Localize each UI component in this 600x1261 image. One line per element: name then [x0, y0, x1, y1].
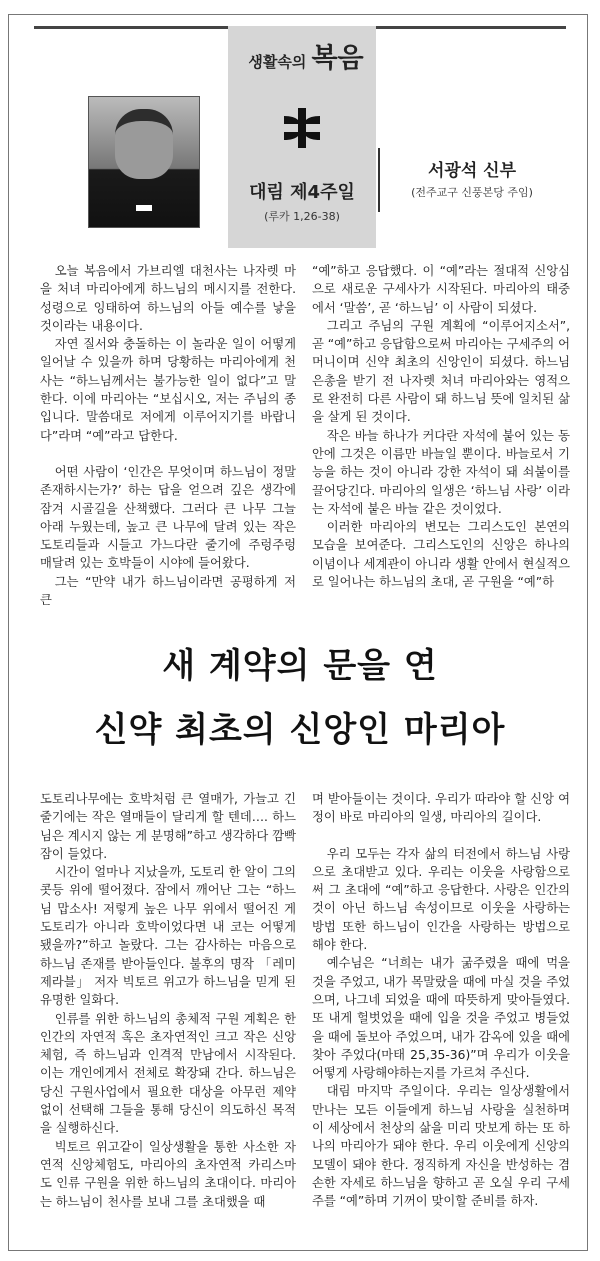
paragraph: 빅토르 위고같이 일상생활을 통한 사소한 자연적 신앙체험도, 마리아의 초자연적 카리스마도 인류 구원을 위한 하느님의 초대이다. 마리아는 하느님이 천사를 보내 그를 초대했을 때: [40, 1139, 296, 1209]
paragraph: 며 받아들이는 것이다. 우리가 따라야 할 신앙 여정이 바로 마리아의 일생, 마리아의 길이다.: [312, 792, 570, 825]
paragraph: 작은 바늘 하나가 커다란 자석에 붙어 있는 동안에 그것은 이름만 바늘일 뿐이다. 바늘로서 기능을 하는 것이 아니라 강한 자석이 돼 쇠붙이를 끌어당긴다. 마리아의 일생은 ‘하느님 사랑’ 이라는 자석에 붙은 바늘 같은 것이었다.: [312, 428, 570, 516]
column-3: [40, 790, 296, 1211]
headline-line-1: 새 계약의 문을 연: [162, 646, 438, 686]
paragraph: 그리고 주님의 구원 계획에 “이루어지소서”, 곧 “예”하고 응답함으로써 마리아는 구세주의 어머니이며 신약 최초의 신앙인이 되셨다. 하느님 은총을 받기 전 나자렛 처녀 마리아와는 영적으로 완전히 다른 사람이 돼 하느님 뜻에 일치된 삶을 살게 된 것이다.: [312, 318, 570, 425]
paragraph: “예”하고 응답했다. 이 “예”라는 절대적 신앙심으로 새로운 구세사가 시작된다. 마리아의 태중에서 ‘말씀’, 곧 ‘하느님’ 이 사람이 되셨다.: [312, 264, 570, 315]
scripture-reference: (루카 1,26-38): [264, 210, 340, 223]
paragraph: 그는 “만약 내가 하느님이라면 공평하게 저 큰: [40, 574, 296, 608]
series-title: [236, 36, 376, 75]
paragraph: 대림 마지막 주일이다. 우리는 일상생활에서 만나는 모든 이들에게 하느님 사랑을 실천하며 이 세상에서 천상의 삶을 미리 맛보게 하는 또 하나의 마리아가 돼야 한다. 우리 이웃에게 신앙의 모델이 돼야 한다. 정직하게 자신을 반성하는 겸손한 자세로 하느님을 향하고 곧 오실 우리 구세주를 “예”하며 기꺼이 맞이할 준비를 하자.: [312, 1084, 570, 1209]
column-1: [40, 262, 296, 609]
paragraph: 시간이 얼마나 지났을까, 도토리 한 알이 그의 콧등 위에 떨어졌다. 잠에서 깨어난 그는 “하느님 맙소사! 저렇게 높은 나무 위에서 떨어진 게 도토리가 아니라 호박이었다면 내 코는 어떻게 됐을까?”하고 놀랐다. 그는 감사하는 마음으로 하느님 존재를 받아들인다. 불후의 명작 「레미제라블」 저자 빅토르 위고가 하느님을 믿게 된 유명한 일화다.: [40, 865, 296, 1008]
liturgical-week: 대림 제4주일: [249, 182, 355, 203]
clerical-collar: [136, 205, 152, 211]
cross-icon: [280, 106, 324, 150]
paragraph: 우리 모두는 각자 삶의 터전에서 하느님 사랑으로 초대받고 있다. 우리는 이웃을 사랑함으로써 그 초대에 “예”하고 응답한다. 사랑은 인간의 것이 아닌 하느님 속성이므로 이웃을 사랑하는 방법 또한 하느님이 인간을 사랑하는 방법으로 해야 한다.: [312, 846, 570, 953]
author-name: 서광석 신부: [427, 161, 517, 181]
author-face: [115, 109, 173, 179]
paragraph: 도토리나무에는 호박처럼 큰 열매가, 가늘고 긴 줄기에는 작은 열매들이 달리게 할 텐데…. 하느님은 계시지 않는 게 분명해”하고 생각하다 깜빡 잠이 들었다.: [40, 792, 296, 861]
headline-line-2: 신약 최초의 신앙인 마리아: [94, 710, 506, 750]
author-affiliation: (전주교구 신풍본당 주임): [411, 186, 533, 199]
column-4: [312, 790, 570, 1211]
column-2: [312, 262, 570, 591]
paragraph: 인류를 위한 하느님의 총체적 구원 계획은 한 인간의 자연적 혹은 초자연적인 크고 작은 신앙 체험, 즉 하느님과 인격적 만남에서 시작된다. 이는 개인에게서 전체로 확장돼 간다. 하느님은 당신 구원사업에서 필요한 대상을 아무런 제약 없이 선택해 그들을 통해 당신이 의도하신 목적을 실행하신다.: [40, 1011, 296, 1136]
paragraph: 이러한 마리아의 변모는 그리스도인 본연의 모습을 보여준다. 그리스도인의 신앙은 하나의 이념이나 세계관이 아니라 생활 안에서 현실적으로 일어나는 하느님의 초대, 곧 구원을 “예”하: [312, 520, 570, 590]
series-title-big: 복음: [311, 43, 364, 74]
series-title-small: 생활속의: [248, 53, 307, 71]
paragraph: 오늘 복음에서 가브리엘 대천사는 나자렛 마을 처녀 마리아에게 하느님의 메시지를 전한다. 성령으로 잉태하여 하느님의 아들 예수를 낳을 것이라는 내용이다.: [40, 264, 296, 333]
paragraph: 어떤 사람이 ‘인간은 무엇이며 하느님이 정말 존재하시는가?’ 하는 답을 얻으려 깊은 생각에 잠겨 시골길을 산책했다. 그러다 큰 나무 그늘 아래 누웠는데, 높고 큰 나무에 달려 있는 작은 도토리들과 시들고 가느다란 줄기에 주렁주렁 매달려 있는 호박들이 시야에 들어왔다.: [40, 464, 296, 571]
paragraph: 예수님은 “너희는 내가 굶주렸을 때에 먹을 것을 주었고, 내가 목말랐을 때에 마실 것을 주었으며, 나그네 되었을 때에 따뜻하게 맞아들였다. 또 내게 헐벗었을 때에 입을 것을 주었고 병들었을 때에 돌보아 주었으며, 내가 감옥에 있을 때에 찾아 주었다(마태 25,35-36)”며 우리가 이웃을 어떻게 사랑해야하는지를 가르쳐 주신다.: [312, 956, 570, 1081]
paragraph: 자연 질서와 충돌하는 이 놀라운 일이 어떻게 일어날 수 있을까 하며 당황하는 마리아에게 천사는 “하느님께서는 불가능한 일이 없다”고 말한다. 이에 마리아는 “보십시오, 저는 주님의 종입니다. 말씀대로 저에게 이루어지기를 바랍니다”라며 “예”라고 답한다.: [40, 337, 296, 443]
author-photo: [88, 96, 200, 228]
